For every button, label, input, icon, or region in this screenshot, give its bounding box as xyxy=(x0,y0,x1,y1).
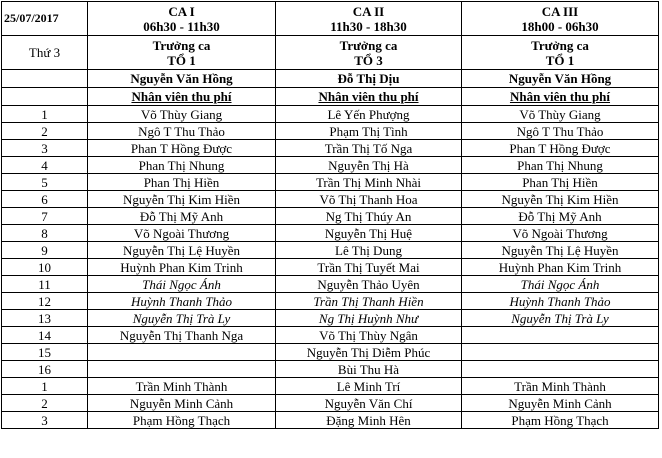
shift-2-team xyxy=(276,36,462,70)
row-number-cell: 2 xyxy=(2,395,88,412)
shift-1-staff-cell: Nguyễn Thị Kim Hiền xyxy=(88,191,276,208)
shift-2-name: CA II xyxy=(352,3,385,19)
row-number-cell: 6 xyxy=(2,191,88,208)
shift-2-staff-cell: Lê Thị Dung xyxy=(276,242,462,259)
staff-title-row xyxy=(2,88,659,106)
team-row xyxy=(2,36,659,70)
shift-1-staff-cell: Nguyễn Minh Cảnh xyxy=(88,395,276,412)
table-row xyxy=(2,276,659,293)
shift-2-leader-title: Trưởng ca xyxy=(339,37,398,53)
table-row xyxy=(2,208,659,225)
shift-2-time: 11h30 - 18h30 xyxy=(330,18,407,34)
row-number-cell: 14 xyxy=(2,327,88,344)
shift-3-staff-cell: Huỳnh Thanh Thảo xyxy=(462,293,659,310)
date-cell: 25/07/2017 xyxy=(2,2,88,36)
shift-2-staff-cell: Trần Thị Tuyết Mai xyxy=(276,259,462,276)
shift-2-header xyxy=(276,2,462,36)
row-number-cell: 13 xyxy=(2,310,88,327)
table-row xyxy=(2,412,659,429)
shift-2-staff-cell: Nguyễn Thảo Uyên xyxy=(276,276,462,293)
shift-3-staff-cell: Phan T Hồng Được xyxy=(462,140,659,157)
row-number-cell: 10 xyxy=(2,259,88,276)
shift-2-leader: Đỗ Thị Dịu xyxy=(276,70,462,88)
shift-1-staff-cell: Phan Thị Nhung xyxy=(88,157,276,174)
shift-3-header xyxy=(462,2,659,36)
shift-1-staff-cell: Trần Minh Thành xyxy=(88,378,276,395)
shift-3-staff-cell: Võ Thùy Giang xyxy=(462,106,659,123)
shift-1-staff-cell: Võ Ngoài Thương xyxy=(88,225,276,242)
shift-2-staff-cell: Trần Thị Tố Nga xyxy=(276,140,462,157)
table-row xyxy=(2,123,659,140)
shift-3-staff-cell: Phan Thị Nhung xyxy=(462,157,659,174)
shift-1-time: 06h30 - 11h30 xyxy=(143,18,220,34)
row-number-cell: 15 xyxy=(2,344,88,361)
table-row xyxy=(2,344,659,361)
shift-2-staff-cell: Võ Thị Thùy Ngân xyxy=(276,327,462,344)
row-number-cell: 16 xyxy=(2,361,88,378)
table-row xyxy=(2,310,659,327)
shift-1-staff-cell: Đỗ Thị Mỹ Anh xyxy=(88,208,276,225)
shift-2-staff-cell: Nguyễn Thị Huệ xyxy=(276,225,462,242)
shift-3-staff-cell: Nguyễn Thị Kim Hiền xyxy=(462,191,659,208)
shift-3-time: 18h00 - 06h30 xyxy=(521,18,599,34)
shift-1-staff-cell xyxy=(88,361,276,378)
shift-3-staff-cell: Huỳnh Phan Kim Trinh xyxy=(462,259,659,276)
shift-2-staff-cell: Nguyễn Thị Hà xyxy=(276,157,462,174)
shift-1-staff-cell: Nguyễn Thị Lệ Huyền xyxy=(88,242,276,259)
shift-2-staff-cell: Lê Minh Trí xyxy=(276,378,462,395)
shift-2-staff-cell: Đặng Minh Hên xyxy=(276,412,462,429)
shift-3-staff-title: Nhân viên thu phí xyxy=(462,88,659,106)
row-number-cell: 12 xyxy=(2,293,88,310)
shift-3-staff-cell: Nguyễn Thị Lệ Huyền xyxy=(462,242,659,259)
shift-1-staff-cell: Nguyễn Thị Thanh Nga xyxy=(88,327,276,344)
table-row xyxy=(2,378,659,395)
shift-2-staff-cell: Trần Thị Minh Nhài xyxy=(276,174,462,191)
shift-header-row xyxy=(2,2,659,36)
table-row xyxy=(2,327,659,344)
table-row xyxy=(2,191,659,208)
table-row xyxy=(2,174,659,191)
shift-1-team xyxy=(88,36,276,70)
shift-3-leader: Nguyễn Văn Hồng xyxy=(462,70,659,88)
shift-1-staff-cell: Võ Thùy Giang xyxy=(88,106,276,123)
shift-3-team xyxy=(462,36,659,70)
shift-1-leader-title: Trưởng ca xyxy=(152,37,211,53)
shift-1-leader: Nguyễn Văn Hồng xyxy=(88,70,276,88)
shift-3-staff-cell: Nguyễn Minh Cảnh xyxy=(462,395,659,412)
shift-1-team-name: TỔ 1 xyxy=(167,52,196,68)
shift-1-name: CA I xyxy=(168,3,195,19)
blank-cell xyxy=(2,88,88,106)
shift-2-staff-cell: Nguyễn Văn Chí xyxy=(276,395,462,412)
row-number-cell: 3 xyxy=(2,412,88,429)
shift-3-leader-title: Trưởng ca xyxy=(531,37,589,53)
shift-1-header xyxy=(88,2,276,36)
shift-3-staff-cell: Phan Thị Hiền xyxy=(462,174,659,191)
shift-3-staff-cell xyxy=(462,327,659,344)
shift-2-staff-cell: Lê Yến Phượng xyxy=(276,106,462,123)
shift-3-staff-cell xyxy=(462,361,659,378)
row-number-cell: 1 xyxy=(2,378,88,395)
shift-3-staff-cell: Trần Minh Thành xyxy=(462,378,659,395)
row-number-cell: 7 xyxy=(2,208,88,225)
table-row xyxy=(2,106,659,123)
row-number-cell: 2 xyxy=(2,123,88,140)
leader-row xyxy=(2,70,659,88)
shift-1-staff-cell: Phan T Hồng Được xyxy=(88,140,276,157)
row-number-cell: 4 xyxy=(2,157,88,174)
shift-2-staff-cell: Bùi Thu Hà xyxy=(276,361,462,378)
row-number-cell: 9 xyxy=(2,242,88,259)
shift-3-staff-cell: Phạm Hồng Thạch xyxy=(462,412,659,429)
table-row xyxy=(2,293,659,310)
shift-2-staff-cell: Nguyễn Thị Diễm Phúc xyxy=(276,344,462,361)
shift-3-name: CA III xyxy=(541,3,579,19)
shift-2-staff-cell: Ng Thị Thúy An xyxy=(276,208,462,225)
shift-1-staff-cell xyxy=(88,344,276,361)
shift-3-staff-cell: Thái Ngọc Ánh xyxy=(462,276,659,293)
shift-3-staff-cell: Ngô T Thu Thảo xyxy=(462,123,659,140)
day-cell: Thứ 3 xyxy=(2,36,88,70)
shift-3-staff-cell: Nguyễn Thị Trà Ly xyxy=(462,310,659,327)
table-row xyxy=(2,140,659,157)
shift-2-team-name: TỔ 3 xyxy=(354,52,383,68)
row-number-cell: 1 xyxy=(2,106,88,123)
row-number-cell: 5 xyxy=(2,174,88,191)
table-row xyxy=(2,242,659,259)
table-row xyxy=(2,259,659,276)
shift-1-staff-cell: Phan Thị Hiền xyxy=(88,174,276,191)
shift-2-staff-title: Nhân viên thu phí xyxy=(276,88,462,106)
shift-3-staff-cell: Võ Ngoài Thương xyxy=(462,225,659,242)
table-row xyxy=(2,225,659,242)
shift-3-staff-cell xyxy=(462,344,659,361)
shift-2-staff-cell: Ng Thị Huỳnh Như xyxy=(276,310,462,327)
shift-1-staff-cell: Nguyễn Thị Trà Ly xyxy=(88,310,276,327)
shift-schedule-body xyxy=(2,2,659,429)
shift-1-staff-cell: Huỳnh Thanh Thảo xyxy=(88,293,276,310)
shift-1-staff-cell: Huỳnh Phan Kim Trinh xyxy=(88,259,276,276)
shift-1-staff-cell: Phạm Hồng Thạch xyxy=(88,412,276,429)
shift-2-staff-cell: Phạm Thị Tình xyxy=(276,123,462,140)
shift-3-staff-cell: Đỗ Thị Mỹ Anh xyxy=(462,208,659,225)
shift-1-staff-cell: Ngô T Thu Thảo xyxy=(88,123,276,140)
shift-2-staff-cell: Trần Thị Thanh Hiền xyxy=(276,293,462,310)
shift-1-staff-title: Nhân viên thu phí xyxy=(88,88,276,106)
shift-1-staff-cell: Thái Ngọc Ánh xyxy=(88,276,276,293)
table-row xyxy=(2,395,659,412)
shift-3-team-name: TỔ 1 xyxy=(545,52,575,68)
shift-2-staff-cell: Võ Thị Thanh Hoa xyxy=(276,191,462,208)
table-row xyxy=(2,157,659,174)
shift-schedule-table xyxy=(1,1,659,429)
row-number-cell: 8 xyxy=(2,225,88,242)
blank-cell xyxy=(2,70,88,88)
table-row xyxy=(2,361,659,378)
row-number-cell: 11 xyxy=(2,276,88,293)
row-number-cell: 3 xyxy=(2,140,88,157)
